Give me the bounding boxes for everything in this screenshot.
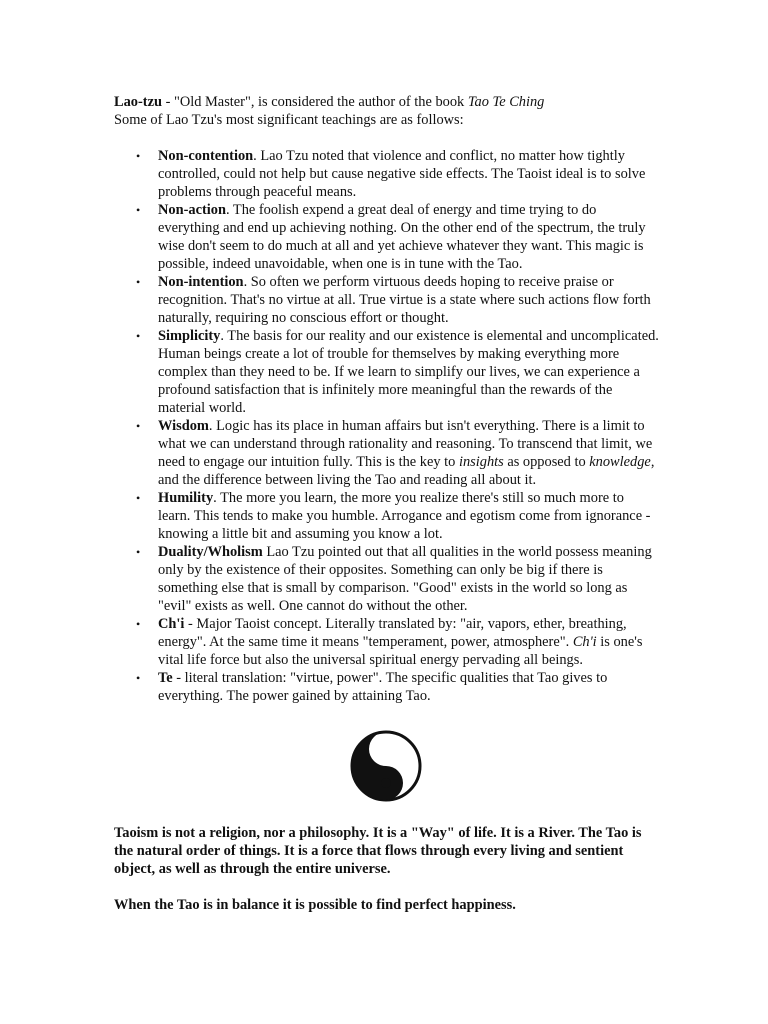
list-item-duality [136, 543, 659, 615]
teaching-emphasis: insights [458, 454, 504, 470]
teaching-text: . Logic has its place in human affairs but isn't everything. There is a limit to what we can understand through rationality and reasoning. To transcend that limit, we need to engage our intuition fully. This is the key to [158, 418, 653, 470]
teaching-text: . The basis for our reality and our existence is elemental and uncomplicated. Human beings create a lot of trouble for themselves by making everything more complex than they need to be. If we learn to simplify our lives, we can experience a profound satisfaction that is infinitely more meaningful than the rewards of the material world. [158, 328, 659, 416]
teaching-term: Wisdom [158, 418, 209, 434]
bullet: • [136, 491, 141, 505]
book-title: Tao Te Ching [467, 94, 545, 110]
bullet: • [136, 617, 141, 631]
bullet: • [136, 329, 141, 343]
author-name: Lao-tzu [114, 94, 162, 110]
bullet: • [136, 275, 141, 289]
teaching-text: - literal translation: "virtue, power". The specific qualities that Tao gives to everything. The power gained by attaining Tao. [158, 670, 608, 704]
teaching-term: Non-intention [158, 274, 244, 290]
teaching-text: Lao Tzu pointed out that all qualities in the world possess meaning only by the existence of their opposites. Something can only be big if there is something else that is small by comparison. "Good" exists in the world so long as "evil" exists as well. One cannot do without the other. [158, 544, 652, 614]
list-item-simplicity [136, 327, 659, 417]
teaching-term: Humility [158, 490, 214, 506]
bullet: • [136, 149, 141, 163]
yin-yang-symbol [114, 729, 659, 803]
intro-section [114, 93, 659, 129]
teaching-term: Non-contention [158, 148, 254, 164]
document-page [114, 93, 659, 914]
intro-line [114, 93, 659, 111]
list-item-non-contention [136, 147, 659, 201]
teaching-emphasis: Ch'i [572, 634, 597, 650]
list-item-wisdom [136, 417, 659, 489]
closing-section [114, 824, 659, 914]
teaching-emphasis: knowledge [589, 454, 651, 470]
author-description: - "Old Master", is considered the author of the book [161, 94, 468, 110]
closing-paragraph-2: When the Tao is in balance it is possible to find perfect happiness. [114, 897, 516, 913]
bullet: • [136, 203, 141, 217]
list-item-non-action [136, 201, 659, 273]
intro-subtitle: Some of Lao Tzu's most significant teachings are as follows: [114, 112, 464, 128]
list-item-chi [136, 615, 659, 669]
teaching-text: . The more you learn, the more you realize there's still so much more to learn. This tends to make you humble. Arrogance and egotism come from ignorance - knowing a little bit and assuming you know a lot. [158, 490, 651, 542]
teaching-text: , and the difference between living the Tao and reading all about it. [158, 454, 655, 488]
teaching-term: Duality/Wholism [158, 544, 263, 560]
list-item-humility [136, 489, 659, 543]
teaching-term: Simplicity [158, 328, 221, 344]
list-item-non-intention [136, 273, 659, 327]
list-item-te [136, 669, 659, 705]
yin-yang-dot-top [381, 744, 391, 754]
bullet: • [136, 419, 141, 433]
yin-yang-icon [349, 729, 423, 803]
teaching-term: Te [158, 670, 173, 686]
teaching-text: . The foolish expend a great deal of energy and time trying to do everything and end up achieving nothing. On the other end of the spectrum, the truly wise don't seem to do much at all and yet achieve whatever they want. This magic is possible, indeed unavoidable, when one is in tune with the Tao. [158, 202, 646, 272]
teaching-text: . So often we perform virtuous deeds hoping to receive praise or recognition. That's no virtue at all. True virtue is a state where such actions flow forth naturally, requiring no conscious effort or thought. [158, 274, 651, 326]
bullet: • [136, 671, 141, 685]
teaching-text: is one's vital life force but also the universal spiritual energy pervading all beings. [158, 634, 643, 668]
teaching-text: - Major Taoist concept. Literally translated by: "air, vapors, ether, breathing, energy". At the same time it means "temperament, power, atmosphere". [158, 616, 627, 650]
teaching-text: . Lao Tzu noted that violence and conflict, no matter how tightly controlled, could not help but cause negative side effects. The Taoist ideal is to solve problems through peaceful means. [158, 148, 646, 200]
yin-yang-dot-bottom [381, 778, 391, 788]
teaching-term: Ch'i [158, 616, 185, 632]
bullet: • [136, 545, 141, 559]
teachings-list [114, 147, 659, 705]
teaching-text: as opposed to [503, 454, 590, 470]
closing-paragraph-1: Taoism is not a religion, nor a philosophy. It is a "Way" of life. It is a River. The Tao is the natural order of things. It is a force that flows through every living and sentient object, as well as through the entire universe. [114, 825, 642, 877]
teaching-term: Non-action [158, 202, 226, 218]
